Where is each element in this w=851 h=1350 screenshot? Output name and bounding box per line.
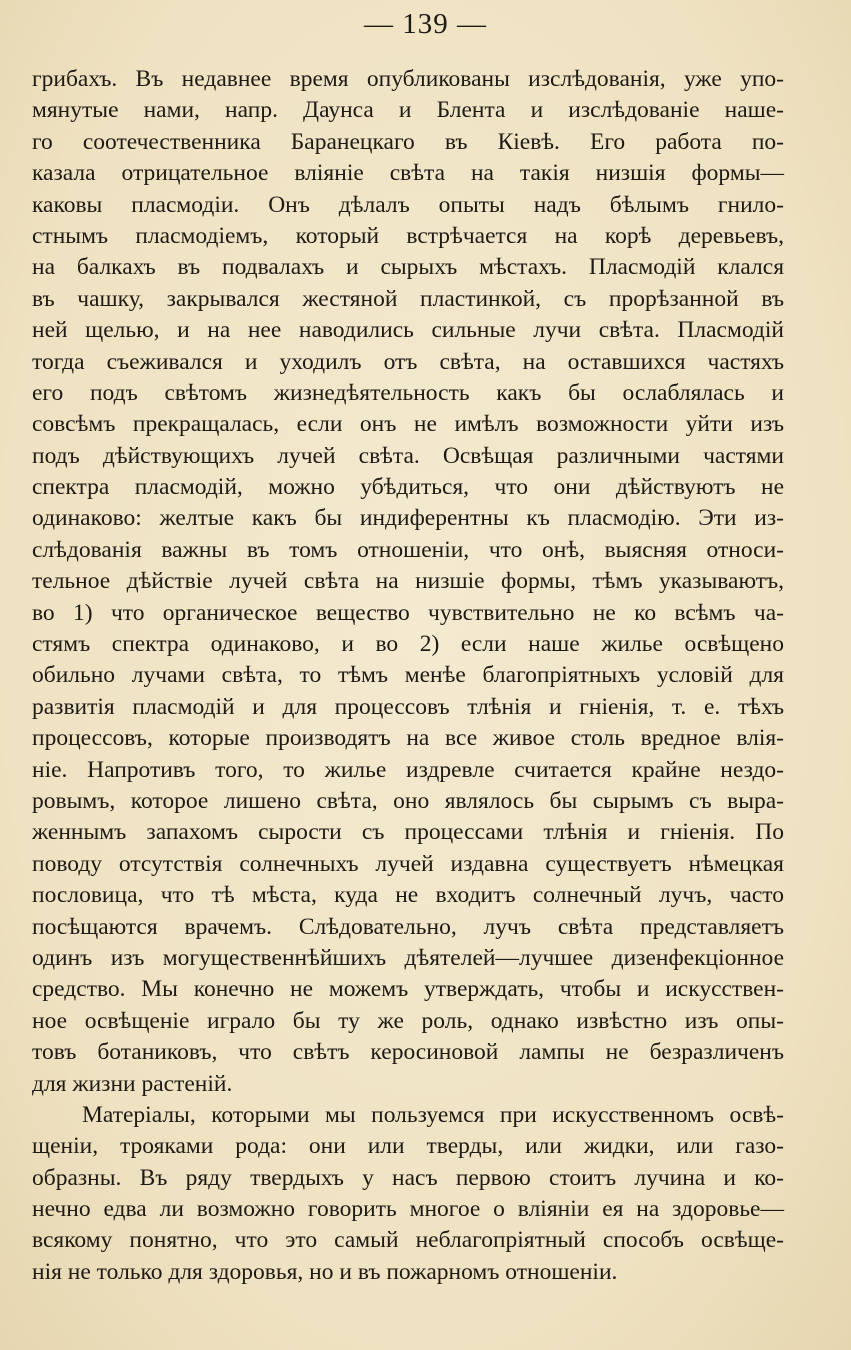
text-line: стямъ спектра одинаково, и во 2) если наше жилье освѣщено: [32, 631, 784, 658]
text-line: пословица, что тѣ мѣста, куда не входитъ солнечный лучъ, часто: [32, 882, 784, 909]
text-line: на балкахъ въ подвалахъ и сырыхъ мѣстахъ. Пласмодій клался: [32, 254, 784, 281]
text-line: ровымъ, которое лишено свѣта, оно являлось бы сырымъ съ выра-: [32, 787, 784, 814]
text-line: обильно лучами свѣта, то тѣмъ менѣе благопріятныхъ условій для: [32, 662, 784, 689]
text-line: тельное дѣйствіе лучей свѣта на низшіе формы, тѣмъ указываютъ,: [32, 568, 784, 595]
text-line: одинаково: желтые какъ бы индиферентны къ пласмодію. Эти из-: [32, 505, 784, 532]
text-line: слѣдованія важны въ томъ отношеніи, что онѣ, выясняя относи-: [32, 536, 784, 563]
text-line: одинъ изъ могущественнѣйшихъ дѣятелей—лучшее дизенфекціонное: [32, 944, 784, 971]
text-line: казала отрицательное вліяніе свѣта на такія низшія формы—: [32, 160, 784, 187]
text-line: совсѣмъ прекращалась, если онъ не имѣлъ возможности уйти изъ: [32, 411, 784, 438]
body-text: [32, 64, 784, 1288]
text-line: женнымъ запахомъ сырости съ процессами тлѣнія и гніенія. По: [32, 819, 784, 846]
text-line: средство. Мы конечно не можемъ утверждать, чтобы и искусствен-: [32, 976, 784, 1003]
text-line: развитія пласмодій и для процессовъ тлѣнія и гніенія, т. е. тѣхъ: [32, 693, 784, 720]
text-line: щеніи, трояками рода: они или тверды, или жидки, или газо-: [32, 1133, 784, 1160]
text-line: всякому понятно, что это самый неблагопріятный способъ освѣще-: [32, 1227, 784, 1254]
page-number: — 139 —: [364, 8, 487, 40]
text-line: товъ ботаниковъ, что свѣтъ керосиновой лампы не безразличенъ: [32, 1039, 784, 1066]
text-line: стнымъ пласмодіемъ, который встрѣчается на корѣ деревьевъ,: [32, 222, 784, 249]
paragraph-start-line: Матеріалы, которыми мы пользуемся при искусственномъ освѣ-: [82, 1101, 784, 1128]
text-line: ное освѣщеніе играло бы ту же роль, однако извѣстно изъ опы-: [32, 1007, 784, 1034]
text-line: процессовъ, которые производятъ на все живое столь вредное влія-: [32, 725, 784, 752]
paragraph-end-line: нія не только для здоровья, но и въ пожарномъ отношеніи.: [32, 1258, 618, 1285]
text-line: образны. Въ ряду твердыхъ у насъ первою стоитъ лучина и ко-: [32, 1164, 784, 1191]
text-line: во 1) что органическое вещество чувствительно не ко всѣмъ ча-: [32, 599, 784, 626]
text-line: каковы пласмодіи. Онъ дѣлалъ опыты надъ бѣлымъ гнило-: [32, 191, 784, 218]
text-line: поводу отсутствія солнечныхъ лучей издавна существуетъ нѣмецкая: [32, 850, 784, 877]
text-line: въ чашку, закрывался жестяной пластинкой, съ прорѣзанной въ: [32, 285, 784, 312]
text-line: подъ дѣйствующихъ лучей свѣта. Освѣщая различными частями: [32, 442, 784, 469]
text-line: грибахъ. Въ недавнее время опубликованы изслѣдованія, уже упо-: [32, 66, 784, 92]
text-line: посѣщаются врачемъ. Слѣдовательно, лучъ свѣта представляетъ: [32, 913, 784, 940]
text-line: го соотечественника Баранецкаго въ Кіевѣ. Его работа по-: [32, 128, 784, 155]
paragraph-end-line: для жизни растеній.: [32, 1070, 233, 1097]
text-line: ніе. Напротивъ того, то жилье издревле считается крайне нездо-: [32, 756, 784, 783]
text-line: тогда съеживался и уходилъ отъ свѣта, на оставшихся частяхъ: [32, 348, 784, 375]
text-line: ней щелью, и на нее наводились сильные лучи свѣта. Пласмодій: [32, 317, 784, 344]
text-line: его подъ свѣтомъ жизнедѣятельность какъ бы ослаблялась и: [32, 379, 784, 406]
text-line: нечно едва ли возможно говорить многое о вліяніи ея на здоровье—: [32, 1196, 784, 1223]
text-line: спектра пласмодій, можно убѣдиться, что они дѣйствуютъ не: [32, 474, 784, 501]
text-line: мянутые нами, напр. Даунса и Блента и изслѣдованіе наше-: [32, 97, 784, 124]
